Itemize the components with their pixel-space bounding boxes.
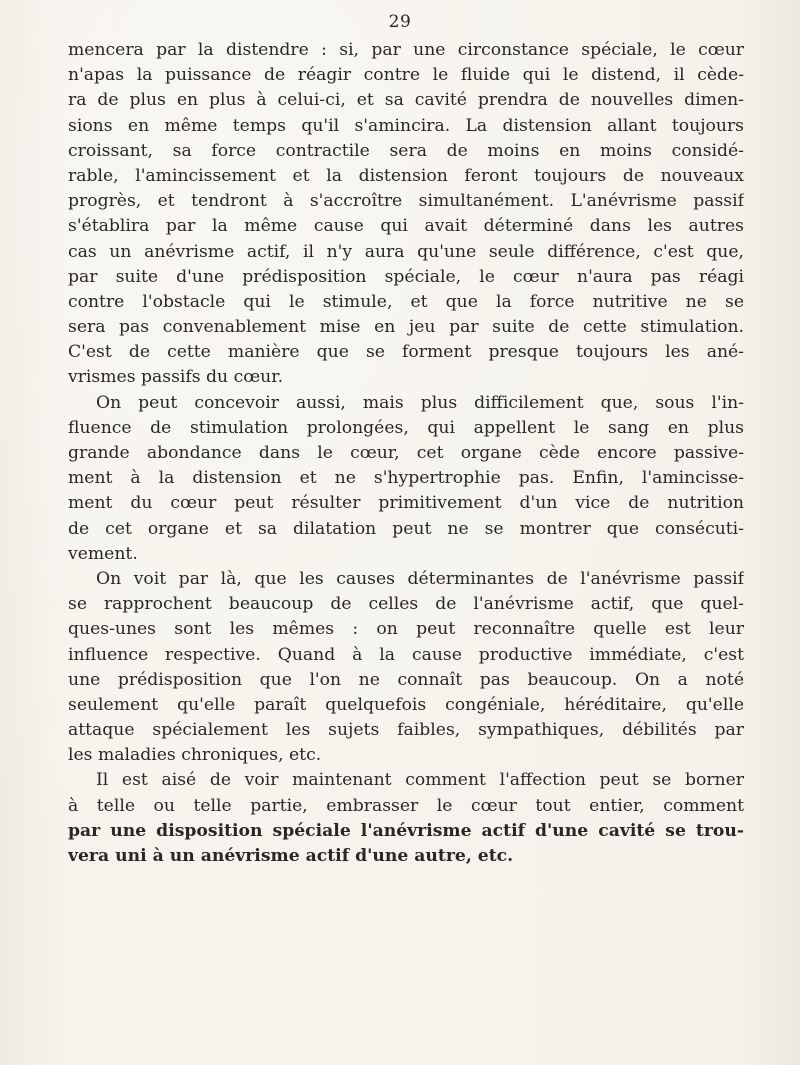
- text-line: sions en même temps qu'il s'amincira. La distension allant toujours: [68, 115, 744, 136]
- text-line: seulement qu'elle paraît quelquefois congéniale, héréditaire, qu'elle: [68, 694, 744, 715]
- text-line: On voit par là, que les causes déterminantes de l'anévrisme passif: [96, 568, 744, 589]
- text-line: mencera par la distendre : si, par une circonstance spéciale, le cœur: [68, 40, 744, 60]
- text-line: se rapprochent beaucoup de celles de l'anévrisme actif, que quel-: [68, 594, 744, 615]
- text-line: ques-unes sont les mêmes : on peut reconnaître quelle est leur: [68, 619, 744, 640]
- text-line: à telle ou telle partie, embrasser le cœur tout entier, comment: [68, 795, 744, 816]
- text-line: vrismes passifs du cœur.: [68, 367, 284, 388]
- text-line: par suite d'une prédisposition spéciale, le cœur n'aura pas réagi: [68, 266, 744, 287]
- text-line: ment à la distension et ne s'hypertrophie pas. Enfin, l'amincisse-: [68, 468, 744, 489]
- text-line: vement.: [68, 543, 138, 564]
- text-line: sera pas convenablement mise en jeu par suite de cette stimulation.: [68, 317, 744, 338]
- text-line: cas un anévrisme actif, il n'y aura qu'une seule différence, c'est que,: [68, 241, 744, 262]
- text-line: ra de plus en plus à celui-ci, et sa cavité prendra de nouvelles dimen-: [68, 90, 744, 111]
- text-line: n'apas la puissance de réagir contre le fluide qui le distend, il cède-: [68, 65, 744, 86]
- text-line: les maladies chroniques, etc.: [68, 745, 322, 766]
- body-text: [68, 38, 744, 869]
- text-line: ment du cœur peut résulter primitivement d'un vice de nutrition: [68, 493, 744, 514]
- text-line: de cet organe et sa dilatation peut ne se montrer que consécuti-: [68, 518, 744, 539]
- text-line: C'est de cette manière que se forment presque toujours les ané-: [68, 342, 744, 363]
- text-line: progrès, et tendront à s'accroître simultanément. L'anévrisme passif: [68, 191, 744, 212]
- text-line: fluence de stimulation prolongées, qui appellent le sang en plus: [68, 417, 744, 438]
- text-line: grande abondance dans le cœur, cet organe cède encore passive-: [68, 443, 744, 463]
- text-line: rable, l'amincissement et la distension feront toujours de nouveaux: [68, 165, 744, 186]
- text-line: s'établira par la même cause qui avait déterminé dans les autres: [68, 216, 744, 237]
- page-number: 29: [388, 12, 412, 32]
- text-line: contre l'obstacle qui le stimule, et que la force nutritive ne se: [68, 291, 744, 312]
- text-line: croissant, sa force contractile sera de moins en moins considé-: [68, 140, 744, 161]
- text-line: Il est aisé de voir maintenant comment l'affection peut se borner: [96, 770, 744, 791]
- text-line: On peut concevoir aussi, mais plus difficilement que, sous l'in-: [96, 392, 744, 413]
- text-line: vera uni à un anévrisme actif d'une autre, etc.: [68, 846, 514, 866]
- text-line: influence respective. Quand à la cause productive immédiate, c'est: [68, 644, 744, 665]
- text-line: attaque spécialement les sujets faibles, sympathiques, débilités par: [68, 720, 744, 741]
- text-line: une prédisposition que l'on ne connaît pas beaucoup. On a noté: [68, 669, 744, 690]
- text-line: par une disposition spéciale l'anévrisme actif d'une cavité se trou-: [68, 820, 744, 841]
